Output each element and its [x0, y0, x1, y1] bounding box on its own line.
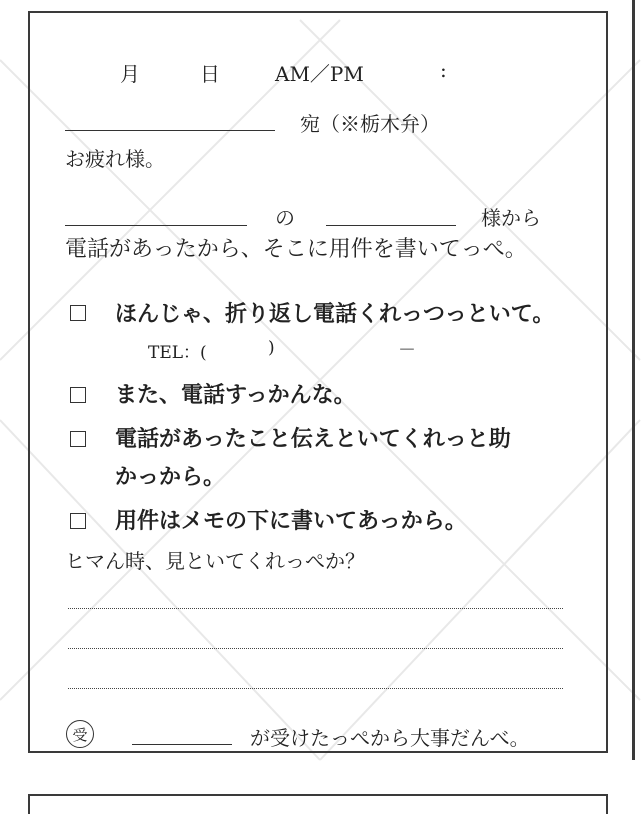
recipient-field[interactable]	[65, 130, 275, 131]
time-colon: :	[440, 58, 447, 82]
option-please-tell-text: 電話があったこと伝えといてくれっと助	[115, 426, 511, 452]
tel-label: TEL：(	[148, 343, 207, 363]
greeting-text: お疲れ様。	[65, 147, 165, 171]
adjacent-memo-edge	[632, 0, 635, 760]
note-prompt: ヒマん時、見といてくれっぺか？	[65, 549, 365, 573]
will-call-again-checkbox[interactable]	[70, 387, 86, 403]
option-please-tell-text-line2: かっから。	[115, 464, 226, 490]
footer-text: が受けたっぺから大事だんべ。	[250, 726, 530, 750]
intro-text: 電話があったから、そこに用件を書いてっぺ。	[65, 237, 527, 262]
message-below-checkbox[interactable]	[70, 513, 86, 529]
tel-paren-close: )	[268, 338, 275, 358]
note-line[interactable]	[68, 608, 563, 609]
callback-checkbox[interactable]	[70, 305, 86, 321]
received-stamp-icon: 受	[66, 720, 94, 748]
receiver-name-field[interactable]	[132, 744, 232, 745]
day-label: 日	[200, 62, 220, 86]
next-memo-card-top	[28, 794, 608, 814]
caller-name-field[interactable]	[326, 225, 456, 226]
note-line[interactable]	[68, 648, 563, 649]
month-label: 月	[120, 62, 140, 86]
tel-dash: －	[398, 340, 416, 361]
note-line[interactable]	[68, 688, 563, 689]
caller-of-label: の	[275, 206, 295, 230]
recipient-suffix: 宛（※栃木弁）	[300, 112, 440, 136]
please-tell-checkbox[interactable]	[70, 431, 86, 447]
caller-company-field[interactable]	[65, 225, 247, 226]
caller-sama-label: 様から	[481, 206, 541, 230]
option-callback-text: ほんじゃ、折り返し電話くれっつっといて。	[115, 301, 555, 327]
option-call-again-text: また、電話すっかんな。	[115, 382, 356, 408]
option-message-below-text: 用件はメモの下に書いてあっから。	[115, 508, 467, 534]
ampm-label: AM／PM	[275, 62, 364, 86]
